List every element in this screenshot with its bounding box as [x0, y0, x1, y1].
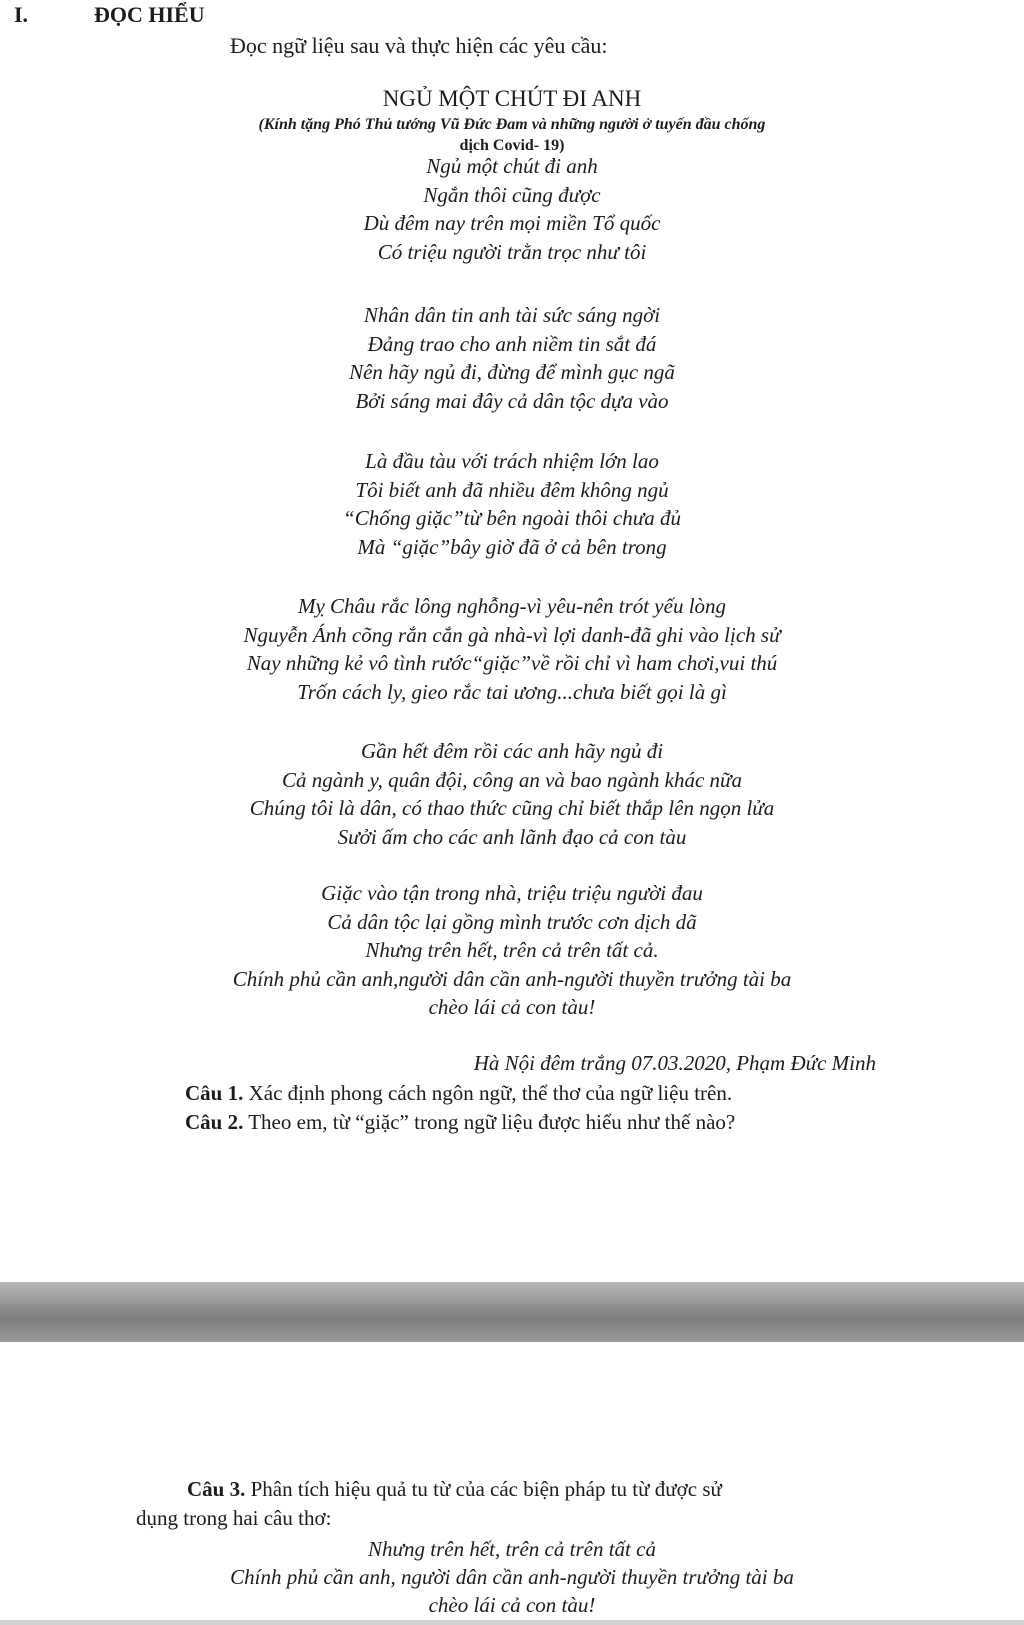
question-2-label: Câu 2.: [185, 1110, 244, 1134]
poem-line: Bởi sáng mai đây cả dân tộc dựa vào: [355, 388, 669, 413]
question-1: [185, 1081, 732, 1106]
poem-stanza-4: [0, 592, 1024, 706]
poem-line: Dù đêm nay trên mọi miền Tổ quốc: [363, 211, 661, 235]
poem-line: Ngủ một chút đi anh: [426, 154, 598, 178]
poem-line: Sưởi ấm cho các anh lãnh đạo cả con tàu: [337, 824, 687, 849]
poem-signature: Hà Nội đêm trắng 07.03.2020, Phạm Đức Minh: [473, 1051, 876, 1075]
poem-line: Ngắn thôi cũng được: [423, 182, 601, 207]
question-3-continuation: dụng trong hai câu thơ:: [136, 1506, 332, 1530]
poem-line: Cả dân tộc lại gồng mình trước cơn dịch dã: [327, 909, 697, 934]
page-break-band: [0, 1282, 1024, 1342]
quote-line: Nhưng trên hết, trên cả trên tất cả: [368, 1537, 656, 1561]
poem-line: Nay những kẻ vô tình rước“giặc”về rồi chỉ vì ham chơi,vui thú: [246, 651, 778, 675]
section-heading: [14, 2, 205, 28]
poem-dedication: [0, 114, 1024, 156]
dedication-line-2: dịch Covid- 19): [459, 137, 565, 154]
section-number: I.: [14, 2, 29, 27]
poem-line: “Chống giặc”từ bên ngoài thôi chưa đủ: [343, 506, 681, 530]
instruction-text: Đọc ngữ liệu sau và thực hiện các yêu cầu:: [230, 33, 608, 58]
question-2: [185, 1110, 735, 1135]
section-title: ĐỌC HIỂU: [94, 2, 205, 27]
poem-line: Trốn cách ly, gieo rắc tai ương...chưa biết gọi là gì: [297, 679, 727, 704]
poem-line: Mỵ Châu rắc lông nghỗng-vì yêu-nên trót yếu lòng: [297, 594, 727, 618]
question-3-quote: [0, 1535, 1024, 1619]
quote-line: chèo lái cả con tàu!: [428, 1593, 596, 1617]
poem-line: Mà “giặc”bây giờ đã ở cả bên trong: [357, 534, 667, 559]
poem-line: Chúng tôi là dân, có thao thức cũng chỉ biết thắp lên ngọn lửa: [249, 796, 775, 820]
poem-line: Đảng trao cho anh niềm tin sắt đá: [367, 331, 657, 356]
poem-stanza-3: [0, 447, 1024, 561]
poem-line: Có triệu người trằn trọc như tôi: [377, 239, 647, 264]
question-2-text: Theo em, từ “giặc” trong ngữ liệu được hiểu như thế nào?: [243, 1110, 736, 1134]
poem-line: Nguyễn Ánh cõng rắn cắn gà nhà-vì lợi danh-đã ghi vào lịch sử: [243, 622, 781, 647]
question-3-text: Phân tích hiệu quả tu từ của các biện pháp tu từ được sử: [245, 1477, 722, 1501]
dedication-line-1: (Kính tặng Phó Thủ tướng Vũ Đức Đam và những người ở tuyến đầu chống: [258, 116, 766, 133]
poem-stanza-1: [0, 152, 1024, 266]
poem-line: Cả ngành y, quân đội, công an và bao ngành khác nữa: [282, 767, 742, 792]
bottom-divider: [0, 1620, 1024, 1625]
poem-stanza-5: [0, 737, 1024, 851]
poem-title: NGỦ MỘT CHÚT ĐI ANH: [382, 86, 642, 111]
question-3-label: Câu 3.: [187, 1477, 246, 1501]
poem-stanza-6: [0, 879, 1024, 1022]
quote-line: Chính phủ cần anh, người dân cần anh-người thuyền trưởng tài ba: [230, 1565, 794, 1589]
poem-line: Gần hết đêm rồi các anh hãy ngủ đi: [360, 739, 664, 763]
poem-stanza-2: [0, 301, 1024, 415]
poem-line: Giặc vào tận trong nhà, triệu triệu người đau: [321, 881, 703, 905]
question-3: [187, 1477, 722, 1502]
poem-line: Nhân dân tin anh tài sức sáng ngời: [363, 303, 661, 327]
poem-line: Tôi biết anh đã nhiều đêm không ngủ: [355, 477, 669, 502]
poem-line: Là đầu tàu với trách nhiệm lớn lao: [365, 449, 659, 473]
poem-line: chèo lái cả con tàu!: [428, 995, 596, 1019]
question-1-label: Câu 1.: [185, 1081, 244, 1105]
poem-line: Chính phủ cần anh,người dân cần anh-người thuyền trưởng tài ba: [232, 966, 792, 991]
question-1-text: Xác định phong cách ngôn ngữ, thể thơ của ngữ liệu trên.: [243, 1081, 733, 1105]
poem-line: Nên hãy ngủ đi, đừng để mình gục ngã: [349, 360, 675, 384]
poem-line: Nhưng trên hết, trên cả trên tất cả.: [365, 938, 659, 962]
